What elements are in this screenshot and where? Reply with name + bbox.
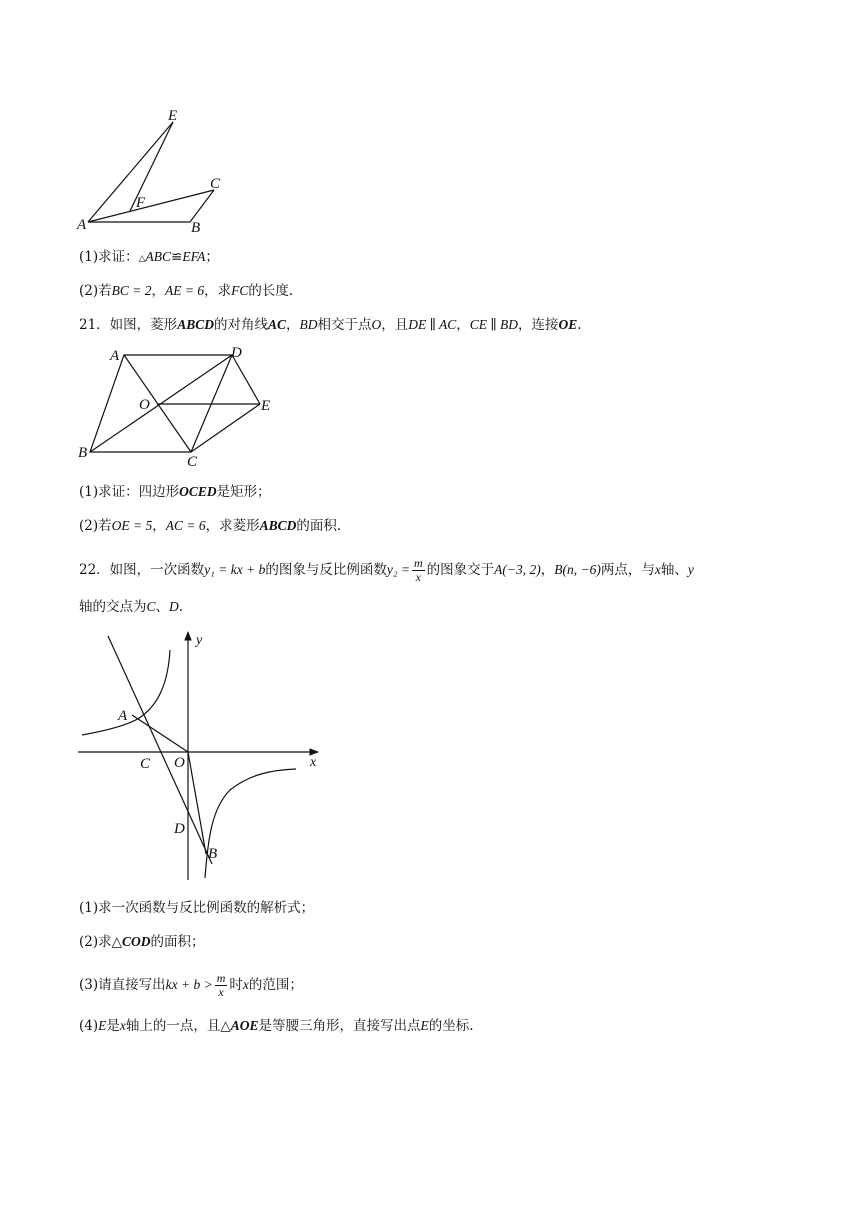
q22-part2: (2)求△COD的面积； (79, 934, 205, 950)
label-f: F (136, 195, 146, 211)
q20-part2: (2)若BC = 2，AE = 6，求FC的长度. (79, 283, 294, 299)
label-a: A (110, 348, 120, 364)
q21-part1: (1)求证：四边形OCED是矩形； (79, 484, 271, 500)
q22-part3: (3)请直接写出kx + b > $\frac{m}{x}$ 时x的范围； (79, 971, 303, 999)
figure-q21 (70, 340, 290, 475)
label-x-axis: x (310, 755, 317, 770)
label-d: D (231, 345, 242, 361)
label-o: O (174, 755, 185, 771)
segment-ao (132, 715, 188, 752)
label-y-axis: y (196, 633, 203, 648)
label-o: O (139, 397, 150, 413)
fraction-m-over-x-2: $\frac{m}{x}$ (216, 971, 226, 999)
label-e: E (261, 398, 271, 414)
q22-part4: (4)E是x轴上的一点，且△AOE是等腰三角形，直接写出点E的坐标. (79, 1018, 474, 1034)
label-b: B (191, 220, 201, 236)
label-d: D (174, 821, 185, 837)
line-y1 (108, 636, 212, 864)
q22-stem-line1: 22．如图，一次函数y₁ = kx + b的图象与反比例函数y₂ = $\frac{m}{x}$ 的图象交于A(−3, 2)，B(n, −6)两点，与x轴、y (79, 556, 694, 584)
fraction-m-over-x: $\frac{m}{x}$ (414, 556, 423, 584)
hyperbola-branch-lower-right (205, 769, 296, 878)
q21-stem: 21．如图，菱形ABCD的对角线AC，BD相交于点O，且DE ∥ AC，CE ∥ BD，连接OE. (79, 317, 582, 333)
figure-q20 (70, 100, 240, 240)
segment-de (232, 355, 260, 404)
q20-part1: (1)求证：△ABC≌EFA； (79, 249, 219, 265)
label-a: A (118, 708, 128, 724)
segment-ae (88, 122, 173, 222)
q22-part1: (1)求一次函数与反比例函数的解析式； (79, 900, 315, 916)
label-a: A (77, 217, 87, 233)
label-c: C (140, 756, 151, 772)
q22-stem-line2: 轴的交点为C、D. (79, 599, 184, 615)
segment-ac (88, 190, 214, 222)
q21-part2: (2)若OE = 5，AC = 6，求菱形ABCD的面积. (79, 518, 342, 534)
figure-q22 (70, 628, 330, 888)
label-c: C (210, 176, 221, 192)
segment-ob (188, 752, 206, 854)
label-b: B (208, 846, 218, 862)
label-b: B (78, 445, 88, 461)
label-c: C (187, 454, 198, 470)
label-e: E (168, 108, 178, 124)
